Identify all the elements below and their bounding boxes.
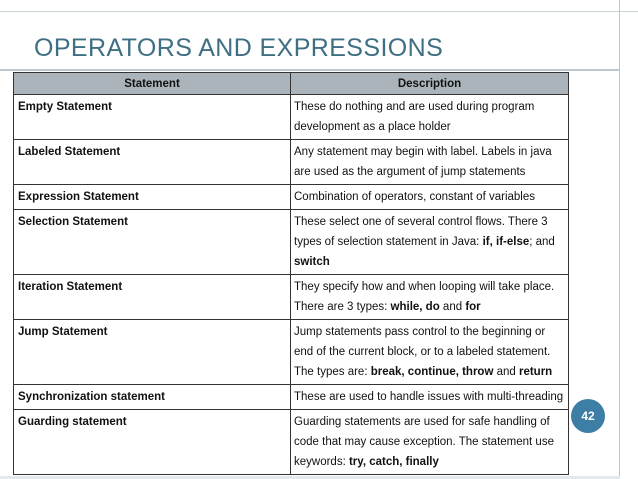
statement-cell: Iteration Statement <box>14 275 291 320</box>
keyword-text: if, if-else <box>482 236 530 248</box>
description-text: Guarding statements are used for safe handling of code that may cause exception. The statement use keywords: <box>294 416 554 468</box>
description-text: and <box>439 301 466 313</box>
description-text: These do nothing and are used during program development as a place holder <box>294 101 535 133</box>
keyword-text: switch <box>294 256 330 268</box>
page-number-badge: 42 <box>571 399 605 433</box>
table-row <box>14 385 569 410</box>
keyword-text: while, do <box>390 301 440 313</box>
table-row <box>14 95 569 140</box>
description-cell <box>291 140 569 185</box>
description-text: Any statement may begin with label. Labels in java are used as the argument of jump statements <box>294 146 552 178</box>
slide-title: OPERATORS AND EXPRESSIONS <box>34 34 444 62</box>
description-cell <box>291 410 569 475</box>
description-text: and <box>493 366 519 378</box>
slide-border <box>619 0 620 479</box>
description-text: These select one of several control flows. There 3 types of selection statement in Java: <box>294 216 548 248</box>
statement-cell: Labeled Statement <box>14 140 291 185</box>
table-row <box>14 210 569 275</box>
header-description: Description <box>291 73 569 95</box>
statements-table <box>13 72 569 475</box>
table-row <box>14 185 569 210</box>
table-row <box>14 320 569 385</box>
statement-cell: Empty Statement <box>14 95 291 140</box>
keyword-text: break, continue, throw <box>370 366 494 378</box>
description-text: They specify how and when looping will take place. There are 3 types: <box>294 281 555 313</box>
description-text: Combination of operators, constant of variables <box>294 191 535 203</box>
statement-cell: Guarding statement <box>14 410 291 475</box>
description-text: Jump statements pass control to the beginning or end of the current block, or to a labeled statement. The types are: <box>294 326 551 378</box>
description-text: These are used to handle issues with multi-threading <box>294 391 564 403</box>
table-header-row <box>14 73 569 95</box>
statement-cell: Expression Statement <box>14 185 291 210</box>
table-row <box>14 140 569 185</box>
table-row <box>14 410 569 475</box>
description-cell <box>291 185 569 210</box>
statement-cell: Synchronization statement <box>14 385 291 410</box>
description-cell <box>291 210 569 275</box>
title-underline <box>0 69 620 71</box>
header-statement: Statement <box>14 73 291 95</box>
statement-cell: Jump Statement <box>14 320 291 385</box>
description-cell <box>291 320 569 385</box>
description-cell <box>291 275 569 320</box>
description-cell <box>291 95 569 140</box>
description-cell <box>291 385 569 410</box>
table-row <box>14 275 569 320</box>
table-body <box>14 95 569 475</box>
keyword-text: return <box>518 366 553 378</box>
keyword-text: try, catch, finally <box>348 456 439 468</box>
keyword-text: for <box>465 301 481 313</box>
top-rule <box>0 11 638 12</box>
statement-cell: Selection Statement <box>14 210 291 275</box>
description-text: ; and <box>529 236 555 248</box>
